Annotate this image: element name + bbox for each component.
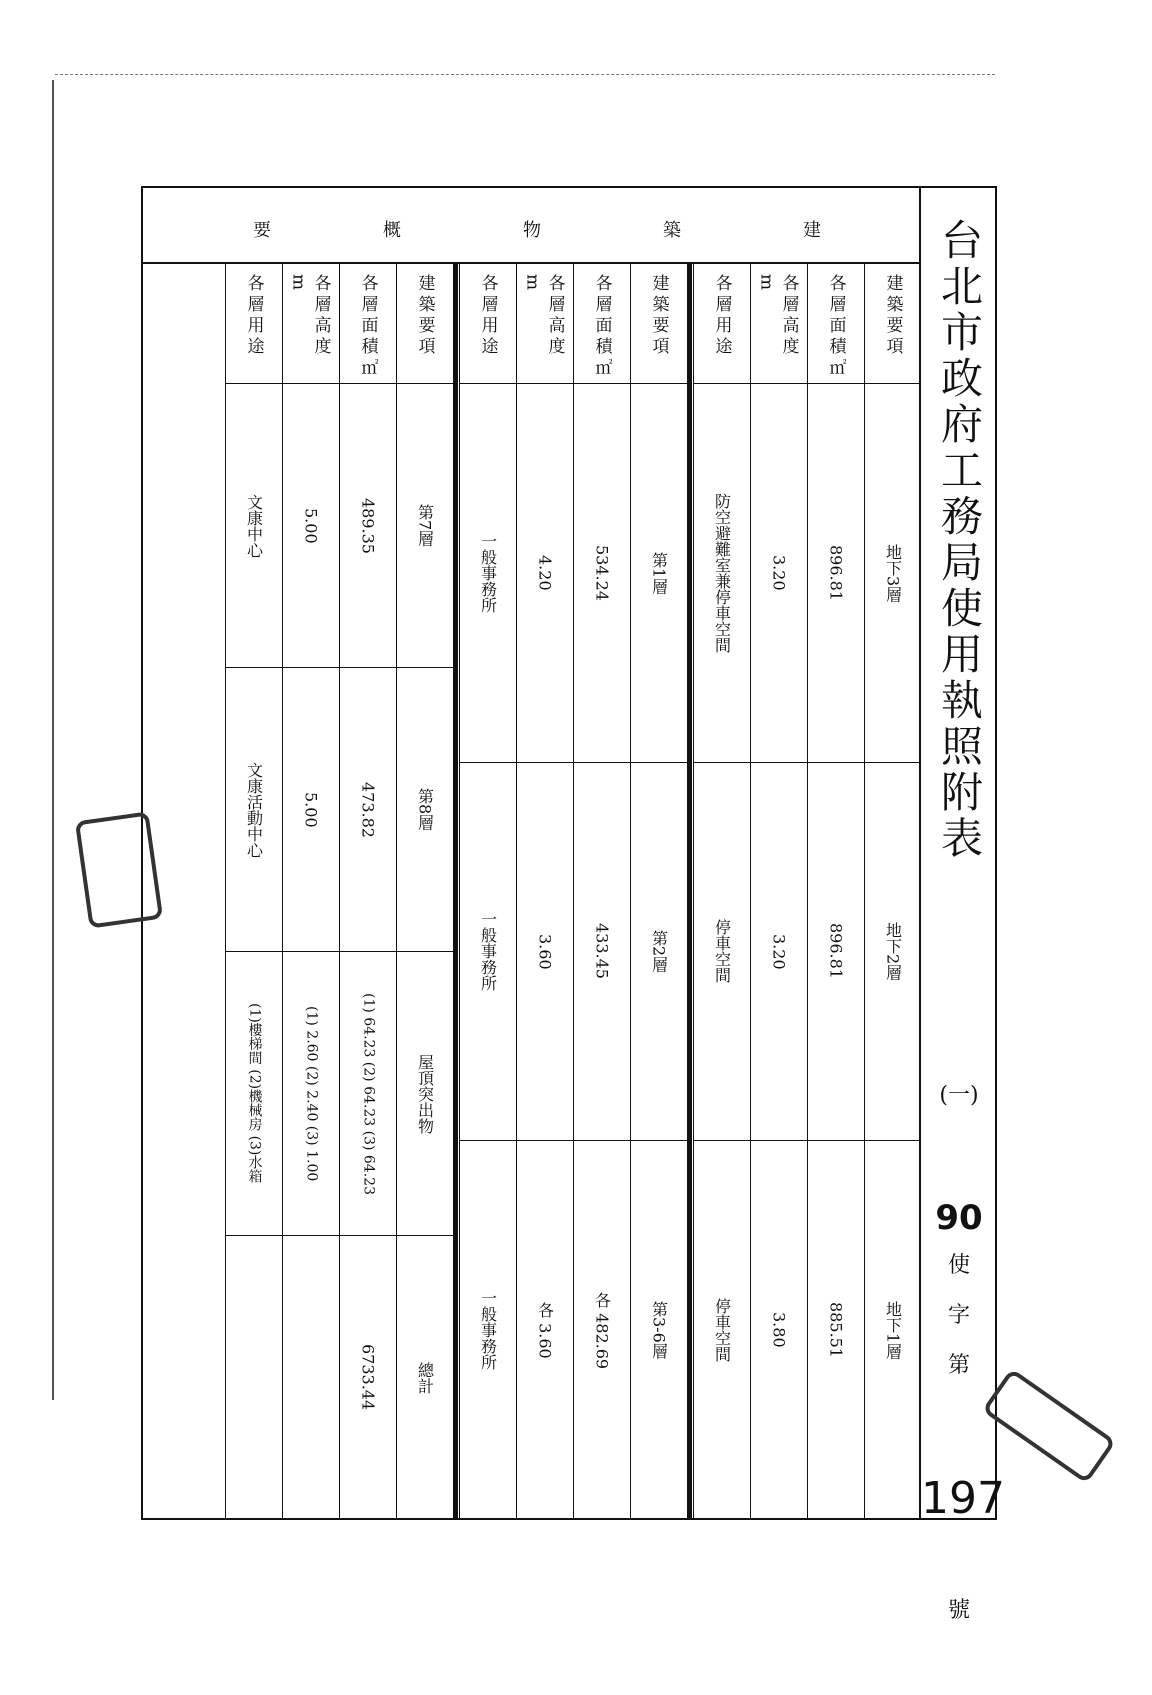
reference-number: 197 (921, 1473, 1005, 1524)
table-cell: 停車空間 (694, 1141, 750, 1520)
table-column (339, 264, 396, 1520)
table-cell (226, 1236, 282, 1520)
table-cell: 6733.44 (340, 1236, 396, 1520)
table-cell: 第7層 (397, 384, 453, 668)
table-cell: 433.45 (574, 763, 630, 1142)
reference-word: 字 (947, 1303, 970, 1328)
column-header: 建築要項 (865, 264, 921, 384)
table-column (807, 264, 864, 1520)
column-header: 各層高度 m (283, 264, 339, 384)
table-cell: 各 3.60 (517, 1141, 573, 1520)
table-cell: 885.51 (808, 1141, 864, 1520)
column-header: 各層高度 m (517, 264, 573, 384)
table-cell: 3.80 (751, 1141, 807, 1520)
table-cell: 896.81 (808, 763, 864, 1142)
table-cell: 第2層 (631, 763, 687, 1142)
table-cell: (1) 2.60 (2) 2.40 (3) 1.00 (283, 952, 339, 1236)
table-cell: 5.00 (283, 668, 339, 952)
table-cell: 文康活動中心 (226, 668, 282, 952)
table-cell: 一般事務所 (460, 384, 516, 763)
table-cell: 一般事務所 (460, 1141, 516, 1520)
form-frame (141, 186, 1005, 1623)
document-title: 台北市政府工務局使用執照附表 (935, 218, 984, 862)
column-header: 建築要項 (397, 264, 453, 384)
table-cell: 文康中心 (226, 384, 282, 668)
table-cell: 防空避難室兼停車空間 (694, 384, 750, 763)
title-column (919, 188, 1005, 1623)
title-suffix: (一) (939, 1083, 979, 1108)
table-column (282, 264, 339, 1520)
seal-stamp (75, 811, 163, 928)
table-column (693, 264, 750, 1520)
section-label-char: 概 (383, 220, 401, 241)
table-cell: 3.60 (517, 763, 573, 1142)
table-column (396, 264, 453, 1520)
table-cell: 地下2層 (865, 763, 921, 1142)
column-header: 各層面積㎡ (340, 264, 396, 384)
reference-word: 使 (947, 1253, 970, 1278)
column-header: 各層面積㎡ (574, 264, 630, 384)
table-cell: 第3-6層 (631, 1141, 687, 1520)
section-label-char: 要 (253, 220, 271, 241)
section-label-char: 物 (523, 220, 541, 241)
table-cell: (1) 64.23 (2) 64.23 (3) 64.23 (340, 952, 396, 1236)
table-cell: 總計 (397, 1236, 453, 1520)
column-header: 各層用途 (694, 264, 750, 384)
table-cell: 3.20 (751, 384, 807, 763)
table-cell: 各 482.69 (574, 1141, 630, 1520)
scan-edge-top (55, 74, 995, 75)
table-cell: 一般事務所 (460, 763, 516, 1142)
section-label-char: 築 (663, 220, 681, 241)
table-cell: 第1層 (631, 384, 687, 763)
column-header: 各層面積㎡ (808, 264, 864, 384)
table-cell: 地下3層 (865, 384, 921, 763)
table-cell: 屋頂突出物 (397, 952, 453, 1236)
table-cell: 地下1層 (865, 1141, 921, 1520)
table-cell: 473.82 (340, 668, 396, 952)
table-column (516, 264, 573, 1520)
table-column (750, 264, 807, 1520)
column-header: 各層用途 (226, 264, 282, 384)
table-cell: 第8層 (397, 668, 453, 952)
table-column (864, 264, 921, 1520)
column-header: 各層用途 (460, 264, 516, 384)
table-cell: 停車空間 (694, 763, 750, 1142)
group-divider (687, 264, 692, 1520)
seal-stamp (982, 1368, 1117, 1484)
table-column (225, 264, 282, 1520)
table-column (459, 264, 516, 1520)
table-cell: 3.20 (751, 763, 807, 1142)
table-cell: 489.35 (340, 384, 396, 668)
building-table (143, 264, 921, 1520)
table-cell: 534.24 (574, 384, 630, 763)
column-header: 各層高度 m (751, 264, 807, 384)
table-cell: 5.00 (283, 384, 339, 668)
table-cell: 4.20 (517, 384, 573, 763)
table-cell: (1)樓梯間 (2)機械房 (3)水箱 (226, 952, 282, 1236)
section-label-char: 建 (803, 220, 821, 241)
section-header (143, 188, 921, 264)
table-cell: 896.81 (808, 384, 864, 763)
table-cell (283, 1236, 339, 1520)
column-header: 建築要項 (631, 264, 687, 384)
scan-edge-left (52, 80, 54, 1400)
table-column (630, 264, 687, 1520)
reference-word: 第 (947, 1353, 970, 1378)
table-column (573, 264, 630, 1520)
reference-end: 號 (947, 1598, 970, 1623)
group-divider (453, 264, 458, 1520)
reference-year: 90 (935, 1198, 983, 1238)
